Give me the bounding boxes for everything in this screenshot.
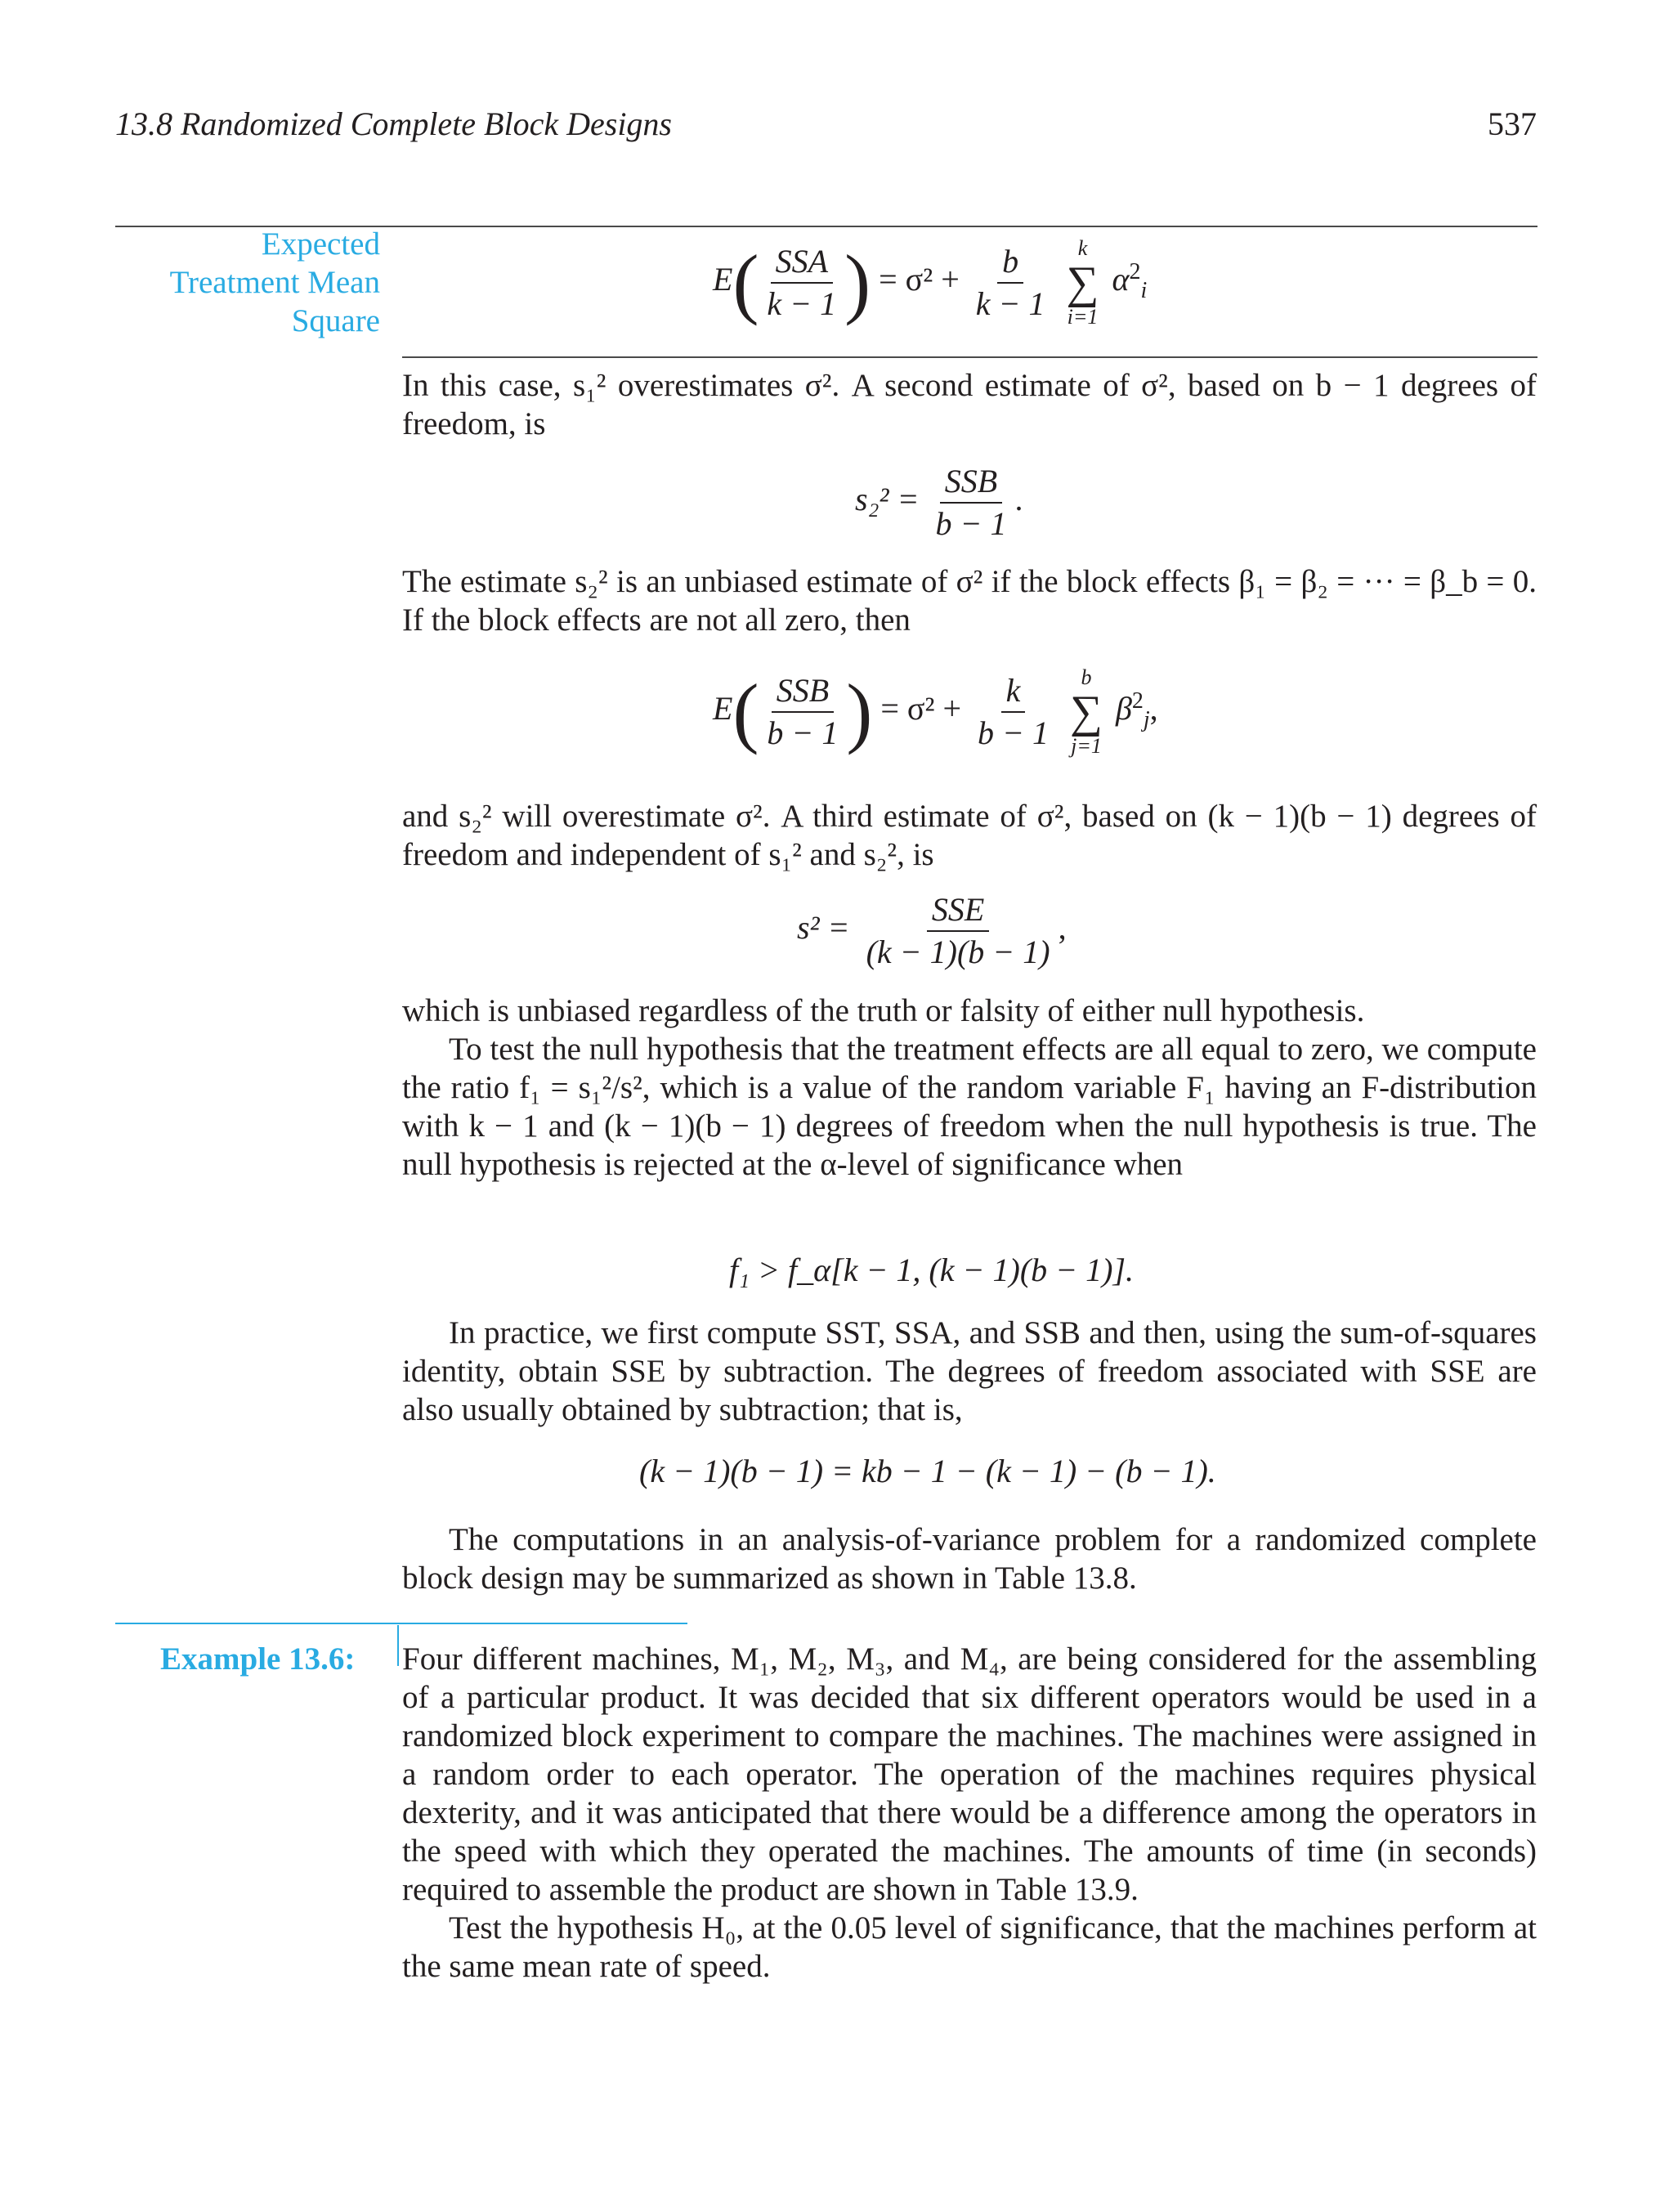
paragraph-1-text: In this case, s₁² overestimates σ². A second estimate of σ², based on b − 1 degrees of freedom, is [402, 368, 1537, 441]
equation-s2-squared [855, 463, 1023, 543]
eq1-equals: = σ² + [879, 261, 960, 298]
example-paragraph-2: Test the hypothesis H₀, at the 0.05 level of significance, that the machines perform at the same mean rate of speed. [402, 1910, 1537, 1984]
page-number: 537 [1488, 105, 1537, 142]
eq1-term: α [1112, 261, 1130, 298]
eq4-den: (k − 1)(b − 1) [866, 934, 1050, 970]
eq1-lhs-num: SSA [775, 243, 828, 280]
eq3-lhs-den: b − 1 [767, 714, 839, 751]
eq6-text: (k − 1)(b − 1) = kb − 1 − (k − 1) − (b − 1). [639, 1453, 1216, 1489]
running-head: 13.8 Randomized Complete Block Designs [115, 105, 672, 142]
eq4-lhs: s² = [797, 909, 850, 947]
eq5-text: f₁ > f_α[k − 1, (k − 1)(b − 1)]. [729, 1252, 1135, 1288]
margin-note: Expected Treatment Mean Square [169, 226, 380, 338]
paragraph-1 [402, 366, 1537, 443]
eq4-end: , [1058, 909, 1067, 947]
example-rule-horizontal [115, 1623, 687, 1624]
equation-expected-treatment-mean-square: E( $\frac{\text{SSA}}{k - 1}$ ) = σ² + $\frac{b}{k - 1}$ k ∑ i=1 $\alpha^2_i$ [713, 236, 1148, 329]
eq1-coef-num: b [1002, 243, 1019, 280]
box-bottom-rule [402, 356, 1537, 358]
eq1-term-sub: i [1140, 278, 1148, 304]
example-rule-vertical [397, 1625, 399, 1666]
paragraph-3 [402, 797, 1537, 874]
eq2-lhs: s₂² = [855, 481, 920, 518]
eq3-term-sup: 2 [1131, 687, 1144, 714]
example-body [402, 1640, 1537, 1986]
paragraph-6 [402, 1314, 1537, 1429]
paragraph-2 [402, 562, 1537, 639]
paragraph-3-text: and s₂² will overestimate σ². A third estimate of σ², based on (k − 1)(b − 1) degrees of freedom and independent of s₁² and s₂², is [402, 799, 1537, 872]
paragraph-4-text: which is unbiased regardless of the truth or falsity of either null hypothesis. [402, 993, 1365, 1028]
equation-rejection-region [729, 1251, 1134, 1289]
eq1-sum-top: k [1077, 236, 1088, 260]
equation-expected-block-mean-square: E( $\frac{\text{SSB}}{b - 1}$ ) = σ² + $\frac{k}{b - 1}$ b ∑ j=1 $\beta^2_j$, [713, 665, 1158, 758]
eq1-coef-den: k − 1 [975, 285, 1045, 322]
eq3-term: β [1115, 690, 1132, 728]
eq4-num: SSE [931, 891, 985, 928]
eq3-equals: = σ² + [880, 690, 962, 728]
example-paragraph-1: Four different machines, M₁, M₂, M₃, and M₄, are being considered for the assembling of a particular product. It was decided that six different operators would be used in a randomized block experiment to compare the machines. The machines were assigned in a random order to each operator. The operation of the machines requires physical dexterity, and it was anticipated that there would be a difference among the operators in the speed with which they operated the machines. The amounts of time (in seconds) required to assemble the product are shown in Table 13.9. [402, 1641, 1537, 1907]
paragraph-7-text: The computations in an analysis-of-variance problem for a randomized complete block design may be summarized as shown in Table 13.8. [402, 1522, 1537, 1596]
eq1-term-sup: 2 [1129, 258, 1141, 284]
eq1-lhs-den: k − 1 [767, 285, 837, 322]
paragraph-6-text: In practice, we first compute SST, SSA, and SSB and then, using the sum-of-squares identity, obtain SSE by subtraction. The degrees of freedom associated with SSE are also usually obtained by subtraction; that is, [402, 1315, 1537, 1427]
eq2-end: . [1014, 481, 1023, 518]
eq2-den: b − 1 [935, 505, 1007, 542]
eq3-sum-top: b [1081, 665, 1092, 689]
paragraph-7 [402, 1520, 1537, 1597]
example-label: Example 13.6: [160, 1641, 356, 1677]
eq3-coef-num: k [1005, 672, 1021, 709]
eq3-end: , [1149, 690, 1158, 728]
eq3-sum-bottom: j=1 [1071, 734, 1102, 758]
paragraph-2-text: The estimate s₂² is an unbiased estimate of σ² if the block effects β₁ = β₂ = ··· = β_b = 0. If the block effects are not all zero, then [402, 564, 1537, 638]
eq2-num: SSB [944, 463, 998, 499]
paragraph-5-text: To test the null hypothesis that the treatment effects are all equal to zero, we compute the ratio f₁ = s₁²/s², which is a value of the random variable F₁ having an F-distribution with k − 1 and (k − 1)(b − 1) degrees of freedom when the null hypothesis is true. The null hypothesis is rejected at the α-level of significance when [402, 1032, 1537, 1182]
equation-s-squared [797, 891, 1067, 971]
paragraphs-4-5 [402, 992, 1537, 1184]
eq3-term-sub: j [1143, 707, 1150, 733]
eq3-coef-den: b − 1 [978, 714, 1050, 751]
eq1-sum-bottom: i=1 [1067, 305, 1099, 329]
eq3-lhs-num: SSB [776, 672, 830, 709]
equation-degrees-of-freedom [639, 1452, 1216, 1490]
